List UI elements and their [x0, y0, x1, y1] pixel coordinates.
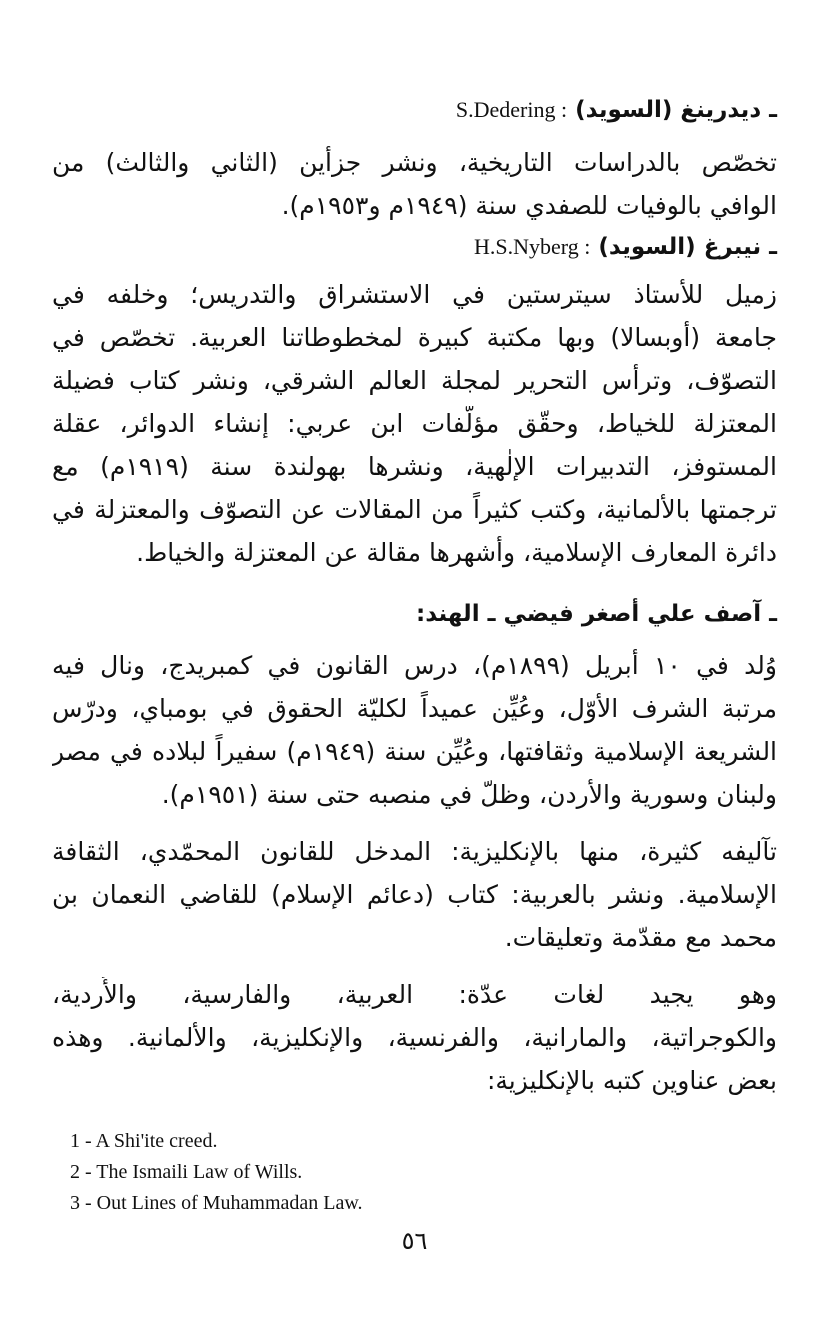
text-line: تآليفه كثيرة، منها بالإنكليزية: المدخل للقانون المحمّدي، الثقافة [52, 837, 777, 866]
text-line: دائرة المعارف الإسلامية، وأشهرها مقالة عن المعتزلة والخياط. [136, 538, 777, 567]
text-line: تخصّص بالدراسات التاريخية، ونشر جزأين (الثاني والثالث) من [52, 148, 777, 177]
text-line: جامعة (أوبسالا) وبها مكتبة كبيرة لمخطوطاتنا العربية. تخصّص في [52, 323, 777, 352]
entry-heading-dedering [52, 94, 777, 126]
text-line: محمد مع مقدّمة وتعليقات. [504, 923, 777, 952]
text-line: مرتبة الشرف الأوّل، وعُيِّن عميداً لكليّة الحقوق في بومباي، ودرّس [52, 694, 777, 723]
text-line: والكوجراتية، والمارانية، والفرنسية، والإنكليزية، والألمانية. وهذه [52, 1023, 777, 1052]
text-line: المستوفز، التدبيرات الإلٰهية، ونشرها بهولندة سنة (١٩١٩م) مع [52, 452, 777, 481]
entry-heading-asaf-fyzee: ـ آصف علي أصغر فيضي ـ الهند: [416, 601, 777, 627]
entry-heading-latin: : S.Dedering [455, 97, 568, 122]
footnote: 1 - A Shi'ite creed. [70, 1130, 218, 1152]
text-line: ترجمتها بالألمانية، وكتب كثيراً من المقالات عن التصوّف والمعتزلة في [52, 495, 777, 524]
text-line: الوافي بالوفيات للصفدي سنة (١٩٤٩م و١٩٥٣م). [281, 191, 777, 220]
footnote: 3 - Out Lines of Muhammadan Law. [70, 1192, 363, 1214]
entry-heading-latin: : H.S.Nyberg [474, 234, 591, 259]
footnote: 2 - The Ismaili Law of Wills. [70, 1161, 303, 1183]
text-line: بعض عناوين كتبه بالإنكليزية: [486, 1066, 777, 1095]
text-line: وُلد في ١٠ أبريل (١٨٩٩م)، درس القانون في كمبريدج، ونال فيه [52, 651, 777, 680]
text-line: زميل للأستاذ سيترستين في الاستشراق والتدريس؛ وخلفه في [52, 280, 777, 309]
text-line: الشريعة الإسلامية وثقافتها، وعُيِّن سنة (١٩٤٩م) سفيراً لبلاده في مصر [52, 737, 777, 766]
page-number: ٥٦ [401, 1227, 428, 1255]
text-line: التصوّف، وترأس التحرير لمجلة العالم الشرقي، ونشر كتاب فضيلة [52, 366, 777, 395]
text-line: ولبنان وسورية والأردن، وظلّ في منصبه حتى سنة (١٩٥١م). [161, 780, 777, 809]
text-line: وهو يجيد لغات عدّة: العربية، والفارسية، والأُردية، [52, 980, 777, 1009]
text-line: الإسلامية. ونشر بالعربية: كتاب (دعائم الإسلام) للقاضي النعمان بن [52, 880, 777, 909]
text-line: المعتزلة للخياط، وحقّق مؤلّفات ابن عربي: إنشاء الدوائر، عقلة [52, 409, 777, 438]
entry-heading-arabic: ـ نيبرغ (السويد) [598, 234, 777, 260]
entry-heading-nyberg [52, 231, 777, 263]
entry-heading-arabic: ـ ديدرينغ (السويد) [575, 97, 777, 123]
